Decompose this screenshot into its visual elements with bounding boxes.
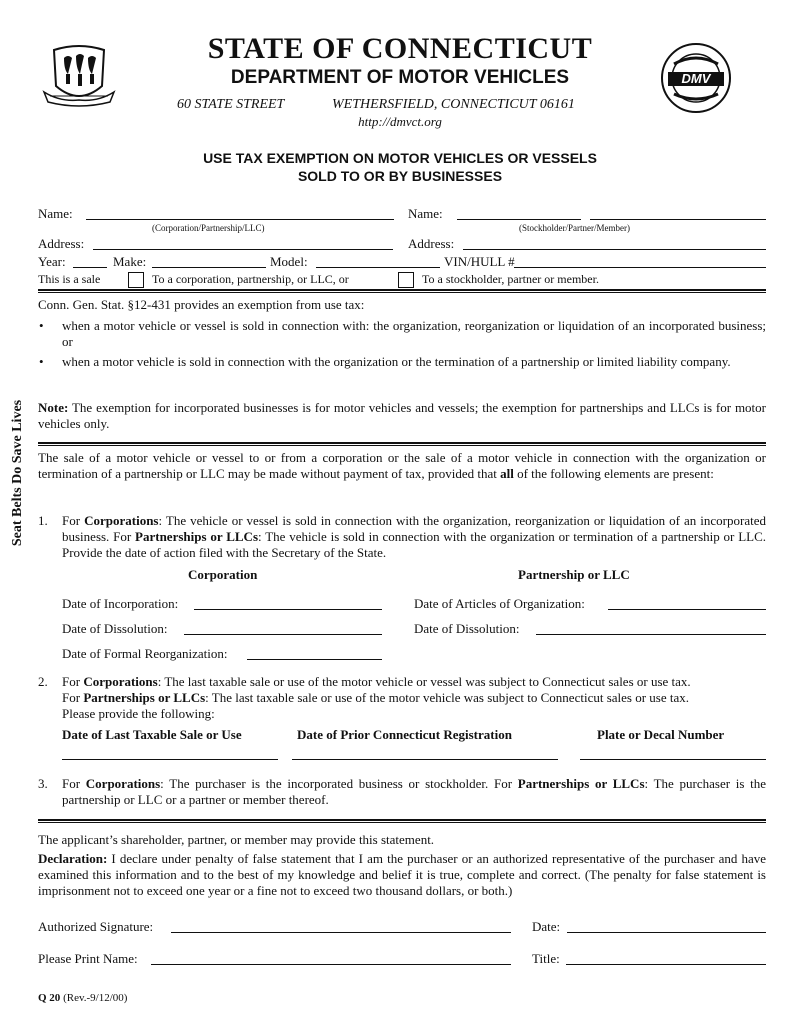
- divider: [38, 819, 766, 823]
- form-title-line-1: USE TAX EXEMPTION ON MOTOR VEHICLES OR VESSELS: [203, 150, 597, 166]
- title-label: Title:: [532, 951, 560, 966]
- col-prior-reg-heading: Date of Prior Connecticut Registration: [297, 727, 512, 742]
- date-incorporation-label: Date of Incorporation:: [62, 596, 179, 611]
- year-label: Year:: [38, 254, 66, 269]
- side-slogan: Seat Belts Do Save Lives: [10, 399, 25, 547]
- model-label: Model:: [270, 254, 308, 269]
- name-field-left[interactable]: [86, 219, 394, 220]
- date-dissolution-corp-field[interactable]: [184, 634, 382, 635]
- statute-note: [38, 400, 766, 432]
- col-plate-heading: Plate or Decal Number: [597, 727, 725, 742]
- elements-intro: The sale of a motor vehicle or vessel to or from a corporation or the sale of a motor vehicle in connection with the organization or termination of a partnership or LLC may be made without payment of tax, provided that all of the following elements are present:: [38, 450, 766, 481]
- note-label: Note:: [38, 400, 69, 415]
- name-hint-left: (Corporation/Partnership/LLC): [152, 223, 265, 233]
- make-label: Make:: [113, 254, 147, 269]
- dmv-seal-text: DMV: [681, 71, 711, 86]
- date-dissolution-pllc-label: Date of Dissolution:: [414, 621, 520, 636]
- corporation-heading: Corporation: [188, 567, 258, 582]
- item-2-line-1: For Corporations: The last taxable sale or use of the motor vehicle or vessel was subject to Connecticut sales or use tax.: [62, 674, 691, 689]
- declaration-text: Declaration: I declare under penalty of false statement that I am the purchaser or an authorized representative of the purchaser and have examined this information and to the best of my knowledge and belief it is true, complete and correct. (The penalty for false statement is imprisonment not to exceed one year or a fine not to exceed two thousand dollars, or both.): [38, 851, 766, 898]
- bullet-icon: •: [39, 354, 44, 369]
- prior-reg-field[interactable]: [292, 759, 558, 760]
- name-label-left: Name:: [38, 206, 73, 221]
- last-sale-field[interactable]: [62, 759, 278, 760]
- department-title: DEPARTMENT OF MOTOR VEHICLES: [230, 67, 570, 88]
- address-field-left[interactable]: [93, 249, 393, 250]
- sale-label: This is a sale: [38, 272, 101, 286]
- date-articles-label: Date of Articles of Organization:: [414, 596, 585, 611]
- option-corporation-label: To a corporation, partnership, or LLC, or: [152, 272, 349, 286]
- date-reorg-field[interactable]: [247, 659, 382, 660]
- statute-intro: Conn. Gen. Stat. §12-431 provides an exemption from use tax:: [38, 297, 365, 312]
- item-2-line-3: Please provide the following:: [62, 706, 215, 721]
- website: http://dmvct.org: [358, 114, 442, 129]
- date-dissolution-corp-label: Date of Dissolution:: [62, 621, 168, 636]
- address-street: 60 STATE STREET: [177, 97, 285, 112]
- date-field[interactable]: [567, 932, 766, 933]
- statute-bullet-2: when a motor vehicle is sold in connection with the organization or the termination of a partnership or limited liability company.: [62, 354, 731, 369]
- vin-label: VIN/HULL #: [444, 254, 515, 269]
- item-2-line-2: For Partnerships or LLCs: The last taxable sale or use of the motor vehicle was subject to Connecticut sales or use tax.: [62, 690, 690, 705]
- divider: [38, 289, 766, 293]
- date-articles-field[interactable]: [608, 609, 766, 610]
- item-2-number: 2.: [38, 674, 48, 689]
- name-label-right: Name:: [408, 206, 443, 221]
- year-field[interactable]: [73, 267, 107, 268]
- state-seal-logo: [40, 44, 118, 110]
- checkbox-to-corporation[interactable]: [128, 272, 144, 288]
- option-stockholder-label: To a stockholder, partner or member.: [422, 272, 599, 286]
- declaration-provider: The applicant’s shareholder, partner, or member may provide this statement.: [38, 832, 435, 847]
- date-dissolution-pllc-field[interactable]: [536, 634, 766, 635]
- checkbox-to-stockholder[interactable]: [398, 272, 414, 288]
- plate-field[interactable]: [580, 759, 766, 760]
- item-3-number: 3.: [38, 776, 48, 791]
- partnership-heading: Partnership or LLC: [518, 567, 630, 582]
- note-text: The exemption for incorporated businesses is for motor vehicles and vessels; the exemption for partnerships and LLCs is for motor vehicles only.: [38, 400, 767, 431]
- date-incorporation-field[interactable]: [194, 609, 382, 610]
- model-field[interactable]: [316, 267, 440, 268]
- form-title-line-2: SOLD TO OR BY BUSINESSES: [297, 168, 503, 184]
- address-city: WETHERSFIELD, CONNECTICUT 06161: [332, 97, 575, 112]
- address-label-right: Address:: [408, 236, 455, 251]
- item-3-text: For Corporations: The purchaser is the incorporated business or stockholder. For Partnerships or LLCs: The purchaser is the partnership or LLC or a partner or member thereof.: [62, 776, 767, 807]
- name-field-right-first[interactable]: [457, 219, 581, 220]
- item-1-number: 1.: [38, 513, 48, 528]
- title-field[interactable]: [566, 964, 766, 965]
- bullet-icon: •: [39, 318, 44, 333]
- name-hint-right: (Stockholder/Partner/Member): [519, 223, 630, 233]
- state-title: STATE OF CONNECTICUT: [207, 32, 593, 65]
- date-label: Date:: [532, 919, 561, 934]
- make-field[interactable]: [152, 267, 266, 268]
- print-name-label: Please Print Name:: [38, 951, 138, 966]
- vin-field[interactable]: [514, 267, 766, 268]
- address-label-left: Address:: [38, 236, 85, 251]
- col-last-sale-heading: Date of Last Taxable Sale or Use: [62, 727, 242, 742]
- signature-label: Authorized Signature:: [38, 919, 154, 934]
- dmv-seal-logo: [660, 42, 732, 114]
- date-reorg-label: Date of Formal Reorganization:: [62, 646, 228, 661]
- signature-field[interactable]: [171, 932, 511, 933]
- name-field-right-last[interactable]: [590, 219, 766, 220]
- statute-bullet-1: when a motor vehicle or vessel is sold in connection with: the organization, reorganization or liquidation of an incorporated business; or: [62, 318, 766, 349]
- form-number: Q 20 (Rev.-9/12/00): [38, 992, 128, 1004]
- print-name-field[interactable]: [151, 964, 511, 965]
- divider: [38, 442, 766, 446]
- address-field-right[interactable]: [463, 249, 766, 250]
- item-1-text: For Corporations: The vehicle or vessel is sold in connection with the organization, reorganization or liquidation of an incorporated business. For Partnerships or LLCs: The vehicle is sold in connection with the organization or termination of a partnership or LLC. Provide the date of action filed with the Secretary of the State.: [62, 513, 767, 560]
